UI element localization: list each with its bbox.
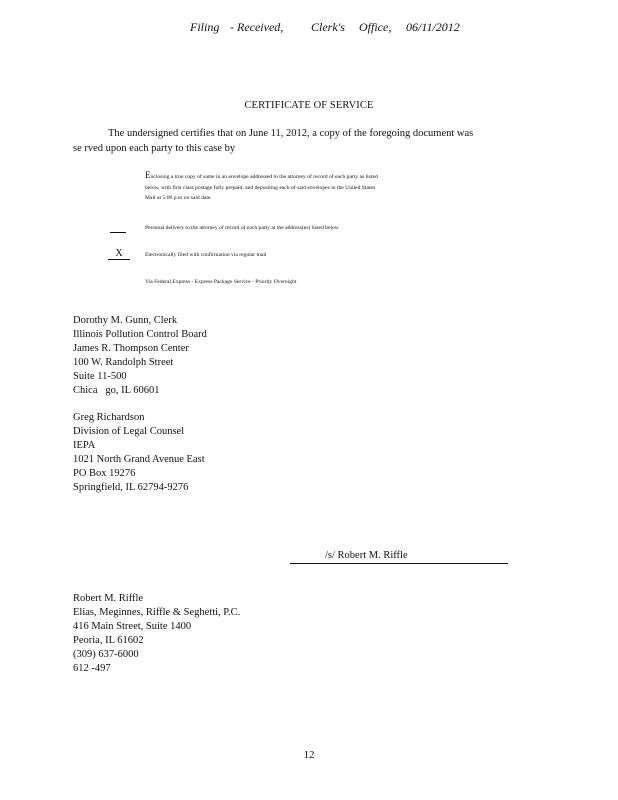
certificate-title: CERTIFICATE OF SERVICE xyxy=(244,100,374,111)
address-line: 100 W. Randolph Street xyxy=(73,357,174,368)
address-line: Peoria, IL 61602 xyxy=(73,635,144,646)
method-personal-delivery: Personal delivery to the attorney of record of each party at the address(es) listed below xyxy=(145,225,339,231)
recipient-address-block xyxy=(73,314,207,398)
header-clerks: Clerk's xyxy=(311,20,345,34)
address-line: Greg Richardson xyxy=(73,412,145,423)
method-federal-express: Via Federal Express - Express Package Service - Priority Overnight xyxy=(145,279,297,285)
address-line: 1021 North Grand Avenue East xyxy=(73,454,205,465)
address-line: Dorothy M. Gunn, Clerk xyxy=(73,315,178,326)
method-mail-line-3: Mail at 5:00 p.m on said date. xyxy=(145,195,212,201)
address-line: Division of Legal Counsel xyxy=(73,426,185,437)
address-line: Suite 11-500 xyxy=(73,371,127,382)
header-received: - Received, xyxy=(230,20,284,34)
address-line: Springfield, IL 62794-9276 xyxy=(73,482,189,493)
method-mail-lead-letter: E xyxy=(145,170,151,180)
header-date: 06/11/2012 xyxy=(406,20,460,34)
recipient-address-block xyxy=(73,411,205,495)
method-mail-line-1 xyxy=(145,170,378,182)
electronic-filing-mark: X xyxy=(108,248,130,260)
intro-line-1: The undersigned certifies that on June 11, 2012, a copy of the foregoing document was xyxy=(108,128,474,139)
address-line: 416 Main Street, Suite 1400 xyxy=(73,621,192,632)
header-filing: Filing xyxy=(190,20,220,34)
header-office: Office, xyxy=(359,20,392,34)
intro-line-2: se rved upon each party to this case by xyxy=(73,143,236,154)
address-line: James R. Thompson Center xyxy=(73,343,189,354)
signer-address-block xyxy=(73,592,240,676)
address-line: (309) 637-6000 xyxy=(73,649,139,660)
address-line: IEPA xyxy=(73,440,96,451)
address-line: 612 -497 xyxy=(73,663,111,674)
personal-delivery-checkmark-line xyxy=(110,232,126,233)
address-line: Illinois Pollution Control Board xyxy=(73,329,207,340)
address-line: Elias, Meginnes, Riffle & Seghetti, P.C. xyxy=(73,607,241,618)
method-mail-line-1-text: nclosing a true copy of same in an envelope addressed to the attorney of record of each party as listed xyxy=(150,174,378,180)
address-line: Robert M. Riffle xyxy=(73,593,144,604)
address-line: Chica go, IL 60601 xyxy=(73,385,160,396)
method-mail-line-2: below, with first class postage fully prepaid, and depositing each of said envelopes in the United States xyxy=(145,185,376,191)
signature-text: /s/ Robert M. Riffle xyxy=(325,550,408,561)
address-line: PO Box 19276 xyxy=(73,468,136,479)
page-number: 12 xyxy=(303,749,315,761)
method-electronic-filing: Electronically filed with confirmation via regular mail xyxy=(145,252,267,258)
signature-line xyxy=(290,563,508,564)
